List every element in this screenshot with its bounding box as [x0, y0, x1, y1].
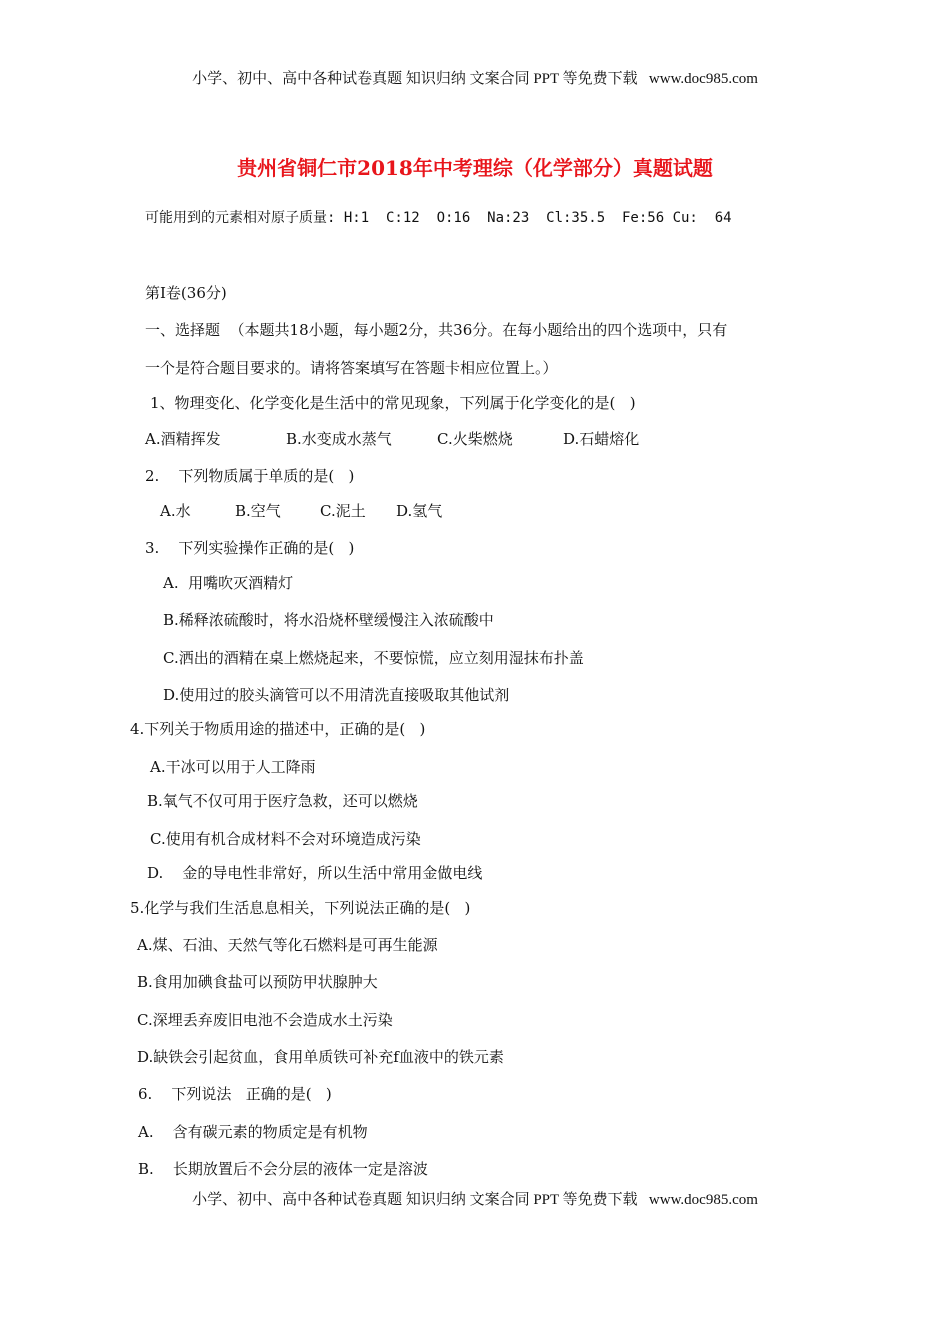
option-b: B. 长期放置后不会分层的液体一定是溶波 [138, 1160, 428, 1178]
section-intro-line2: 一个是符合题目要求的。请将答案填写在答题卡相应位置上。） [145, 359, 558, 377]
question-stem: 2. 下列物质属于单质的是( ) [145, 467, 355, 485]
option-d: D.石蜡熔化 [563, 430, 640, 448]
question-stem: 1、物理变化、化学变化是生活中的常见现象，下列属于化学变化的是( ) [150, 394, 636, 412]
option-c: C.洒出的酒精在桌上燃烧起来，不要惊慌，应立刻用湿抹布扑盖 [163, 649, 584, 667]
question-stem: 4.下列关于物质用途的描述中，正确的是( ) [130, 720, 426, 738]
option-a: A.水 [160, 502, 191, 520]
option-a: A.干冰可以用于人工降雨 [150, 758, 316, 776]
option-d: D.氢气 [396, 502, 443, 520]
option-b: B.氧气不仅可用于医疗急救，还可以燃烧 [147, 792, 418, 810]
option-b: B.食用加碘食盐可以预防甲状腺肿大 [137, 973, 378, 991]
option-a: A.煤、石油、天然气等化石燃料是可再生能源 [137, 936, 438, 954]
option-d: D. 金的导电性非常好，所以生活中常用金做电线 [147, 864, 483, 882]
page-title: 贵州省铜仁市2018年中考理综（化学部分）真题试题 [237, 156, 713, 180]
option-c: C.泥土 [320, 502, 366, 520]
option-d: D.使用过的胶头滴管可以不用清洗直接吸取其他试剂 [163, 686, 510, 704]
option-a: A. 含有碳元素的物质定是有机物 [138, 1123, 368, 1141]
option-b: B.水变成水蒸气 [286, 430, 392, 448]
question-stem: 6. 下列说法 正确的是( ) [138, 1085, 332, 1103]
option-a: A. 用嘴吹灭酒精灯 [163, 574, 294, 592]
option-c: C.使用有机合成材料不会对环境造成污染 [150, 830, 421, 848]
option-c: C.火柴燃烧 [437, 430, 513, 448]
question-stem: 3. 下列实验操作正确的是( ) [145, 539, 355, 557]
footer-banner: 小学、初中、高中各种试卷真题 知识归纳 文案合同 PPT 等免费下载 www.doc985.com [192, 1192, 758, 1208]
option-a: A.酒精挥发 [145, 430, 221, 448]
atomic-masses: 可能用到的元素相对原子质量: H:1 C:12 O:16 Na:23 Cl:35.5 Fe:56 Cu: 64 [145, 210, 732, 226]
option-b: B.稀释浓硫酸时，将水沿烧杯壁缓慢注入浓硫酸中 [163, 611, 494, 629]
option-b: B.空气 [235, 502, 281, 520]
option-d: D.缺铁会引起贫血，食用单质铁可补充f血液中的铁元素 [137, 1048, 504, 1066]
question-stem: 5.化学与我们生活息息相关，下列说法正确的是( ) [130, 899, 471, 917]
header-banner: 小学、初中、高中各种试卷真题 知识归纳 文案合同 PPT 等免费下载 www.doc985.com [192, 71, 758, 87]
section-intro-line1: 一、选择题 （本题共18小题，每小题2分，共36分。在每小题给出的四个选项中，只有 [145, 321, 728, 339]
option-c: C.深埋丢弃废旧电池不会造成水土污染 [137, 1011, 393, 1029]
volume-heading: 第Ⅰ卷(36分) [145, 284, 227, 302]
